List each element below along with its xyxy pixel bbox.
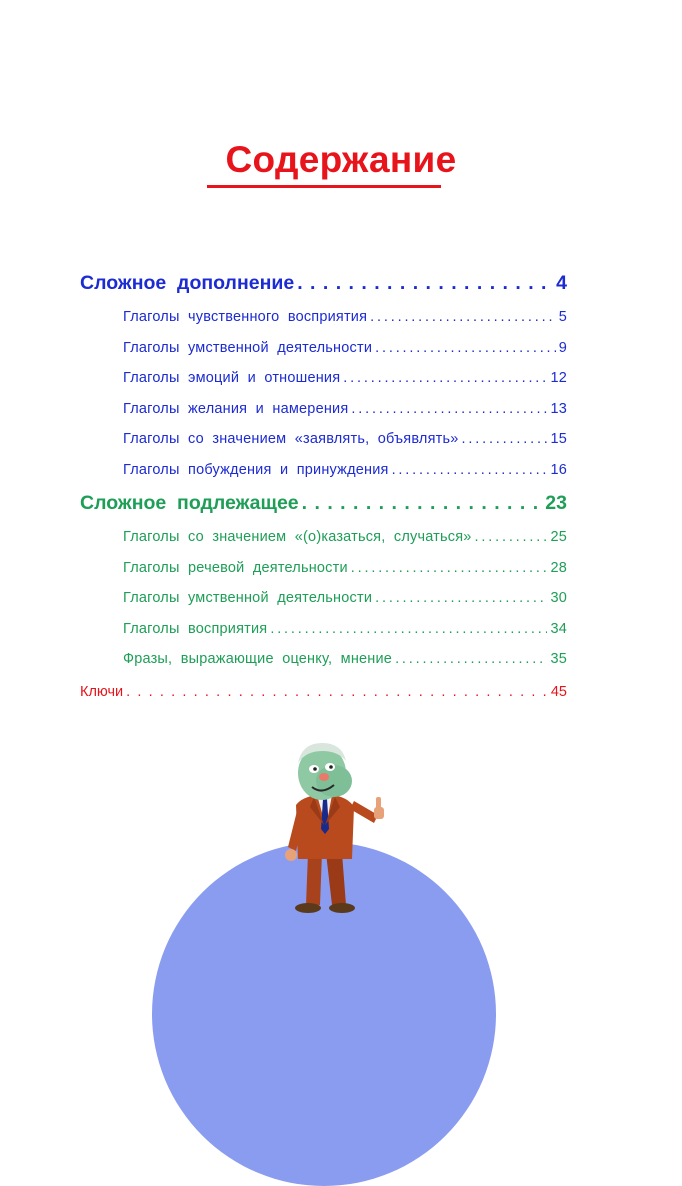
dot-leader [475,529,548,545]
toc-page-number: 9 [558,339,567,356]
toc-item[interactable] [123,651,567,667]
toc-entry-title: Глаголы умственной деятельности [123,339,373,356]
toc-page-number: 15 [550,431,567,448]
toc-entry-title: Глаголы желания и намерения [123,400,349,417]
toc-item[interactable] [123,370,567,386]
toc-page-number: 13 [550,400,567,417]
dot-leader [351,560,548,576]
dot-leader [392,462,548,478]
dot-leader [375,340,556,356]
toc-page-number: 34 [550,620,567,637]
toc-item[interactable] [123,401,567,417]
page-title: Содержание [225,139,457,180]
toc-entry-title: Сложное подлежащее [80,492,299,514]
dot-leader [343,370,547,386]
toc-entry-title: Глаголы побуждения и принуждения [123,462,389,478]
toc-page-number: 30 [550,590,567,607]
toc-item[interactable] [123,621,567,637]
toc-item[interactable] [123,529,567,545]
toc-page-number: 5 [558,309,567,325]
toc-entry-title: Глаголы восприятия [123,620,268,637]
toc-entry-title: Глаголы со значением «заявлять, объявлять» [123,431,459,448]
toc-entry-title: Фразы, выражающие оценку, мнение [123,651,393,668]
toc-entry-title: Глаголы чувственного восприятия [123,309,368,325]
toc-entry-title: Глаголы умственной деятельности [123,590,373,607]
toc-section[interactable] [80,272,567,295]
toc-item[interactable] [123,309,567,325]
toc-item[interactable] [123,590,567,606]
toc-page-number: 28 [550,559,567,576]
dot-leader [395,651,547,667]
dot-leader [302,492,543,515]
toc-keys[interactable] [80,684,567,700]
dot-leader [270,621,547,637]
toc-item[interactable] [123,340,567,356]
dot-leader [462,431,548,447]
toc-item[interactable] [123,462,567,478]
toc-entry-title: Ключи [80,684,124,700]
toc-entry-title: Глаголы со значением «(о)казаться, случаться» [123,529,472,545]
toc-section[interactable] [80,492,567,515]
toc-item[interactable] [123,431,567,447]
dot-leader [375,590,547,606]
toc-item[interactable] [123,560,567,576]
dot-leader [297,272,553,295]
toc-entry-title: Сложное дополнение [80,272,295,294]
dot-leader [351,401,547,417]
dot-leader [126,684,548,700]
toc-page-number: 4 [556,272,567,294]
toc-entry-title: Глаголы речевой деятельности [123,559,348,576]
toc-page-number: 23 [545,492,567,514]
toc-entry-title: Глаголы эмоций и отношения [123,370,341,387]
toc-page-number: 16 [550,462,567,478]
toc-page-number: 12 [550,370,567,387]
dot-leader [370,309,556,325]
toc-page-number: 25 [550,529,567,545]
toc-page-number: 35 [550,651,567,668]
toc-page-number: 45 [550,684,567,700]
